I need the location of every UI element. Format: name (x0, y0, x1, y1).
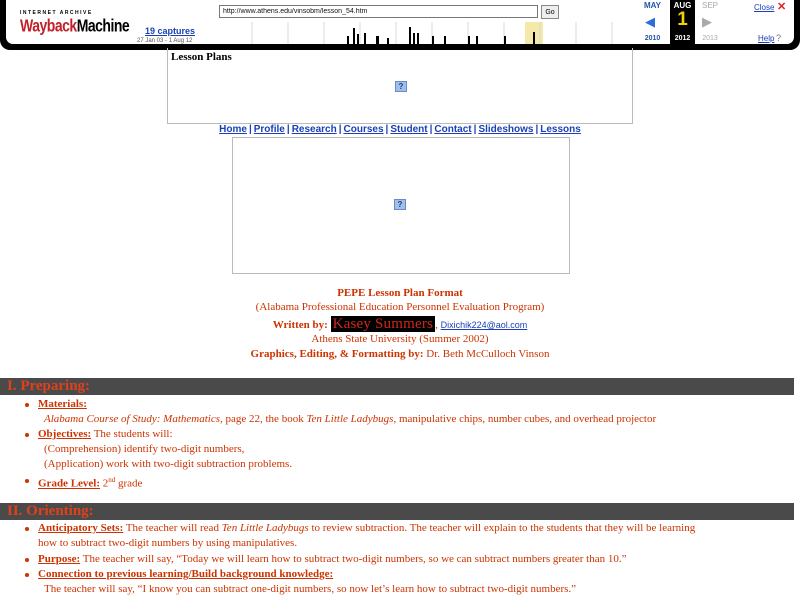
materials-label (38, 398, 87, 411)
bullet-icon (25, 558, 29, 562)
purpose-line (38, 553, 798, 566)
wayback-toolbar-inner (6, 0, 794, 44)
connection-heading: Connection to previous learning/Build background knowledge: (38, 568, 334, 580)
materials-text (44, 413, 656, 426)
nav-separator: | (248, 124, 252, 135)
materials-heading: Materials: (38, 398, 87, 410)
connection-line (38, 568, 333, 581)
captures-link[interactable]: 19 captures (145, 26, 196, 36)
bullet-icon (25, 573, 29, 577)
grade-word: grade (115, 477, 143, 490)
help-icon[interactable]: ? (776, 33, 782, 43)
written-by-label: Written by: (272, 319, 328, 331)
nav-slideshows-link[interactable]: Slideshows (478, 124, 534, 135)
broken-image-icon: ? (395, 81, 407, 92)
anticipatory-text-3: how to subtract two-digit numbers by using manipulatives. (38, 537, 298, 549)
grade-level-heading: Grade Level: (38, 477, 101, 490)
plan-format-title: PEPE Lesson Plan Format (337, 287, 463, 299)
purpose-heading: Purpose: (38, 553, 81, 565)
nav-profile-link[interactable]: Profile (253, 124, 285, 135)
graphics-credit-line (0, 348, 800, 360)
nav-lessons-link[interactable]: Lessons (540, 124, 581, 135)
anticipatory-heading: Anticipatory Sets: (38, 522, 124, 534)
banner-title: Lesson Plans (171, 51, 232, 63)
archive-logo-caption: INTERNET ARCHIVE (20, 10, 93, 16)
nav-research-link[interactable]: Research (291, 124, 337, 135)
objective-2: (Application) work with two-digit subtraction problems. (44, 458, 293, 470)
nav-home-link[interactable]: Home (219, 124, 247, 135)
graphics-label: Graphics, Editing, & Formatting by: (250, 348, 424, 360)
nav-separator: | (473, 124, 477, 135)
wayback-toolbar (0, 0, 800, 50)
help-link[interactable]: Help (758, 34, 775, 43)
plan-format-subtitle: (Alabama Professional Education Personnel Evaluation Program) (255, 301, 545, 313)
connection-text: The teacher will say, “I know you can subtract one-digit numbers, so now let’s learn how to subtract two-digit numbers.” (44, 583, 577, 595)
writer-comma: , (435, 319, 438, 331)
current-year-label: 2012 (674, 35, 691, 42)
anticipatory-text-1: The teacher will read (123, 522, 222, 534)
go-button[interactable]: Go (541, 5, 559, 19)
next-arrow-icon: ▶ (702, 14, 712, 29)
wayback-logo-word: Wayback (20, 15, 77, 35)
objective-1: (Comprehension) identify two-digit numbers, (44, 443, 245, 455)
section-heading-preparing: I. Preparing: (0, 378, 794, 395)
bullet-icon (25, 527, 29, 531)
close-link[interactable]: Close (754, 3, 775, 12)
email-link[interactable]: Dixichik224@aol.com (440, 320, 528, 330)
materials-text-2: , manipulative chips, number cubes, and overhead projector (393, 413, 657, 425)
banner-frame (167, 48, 633, 124)
materials-text-1: , page 22, the book (219, 413, 307, 425)
sparkline-capture-bars (347, 27, 535, 44)
photo-frame (232, 137, 570, 274)
section-heading-orienting: II. Orienting: (0, 503, 794, 520)
writer-name: Kasey Summers (332, 316, 434, 332)
prev-month-label[interactable]: MAY (643, 1, 662, 10)
nav-separator: | (338, 124, 342, 135)
bullet-icon (25, 403, 29, 407)
nav-separator: | (429, 124, 433, 135)
capture-sparkline[interactable] (216, 22, 636, 44)
nav-separator: | (286, 124, 290, 135)
grade-level-line (38, 474, 142, 491)
current-month-label: AUG (673, 1, 692, 10)
materials-book-title: Alabama Course of Study: Mathematics (44, 413, 220, 425)
next-month-label: SEP (701, 1, 718, 10)
prev-year-label[interactable]: 2010 (644, 35, 661, 42)
machine-logo-word: Machine (76, 15, 130, 35)
materials-book-2: Ten Little Ladybugs (306, 413, 394, 425)
anticipatory-line (38, 522, 798, 535)
grade-suffix: nd (108, 476, 116, 484)
wayback-logo[interactable] (20, 15, 129, 35)
grade-number: 2 (100, 477, 109, 490)
current-day-label: 1 (677, 9, 688, 30)
url-input[interactable] (219, 5, 538, 18)
nav-courses-link[interactable]: Courses (343, 124, 384, 135)
nav-separator: | (535, 124, 539, 135)
close-icon[interactable]: ✕ (777, 1, 787, 13)
graphics-name: Dr. Beth McCulloch Vinson (426, 348, 550, 360)
written-by-line (0, 316, 800, 333)
nav-separator: | (385, 124, 389, 135)
bullet-icon (25, 433, 29, 437)
university-line: Athens State University (Summer 2002) (311, 333, 489, 345)
objectives-intro: The students will: (91, 428, 173, 440)
purpose-text: The teacher will say, “Today we will learn how to subtract two-digit numbers, so we can subtract numbers greater than 10.” (80, 553, 627, 565)
prev-arrow-icon[interactable]: ◀ (645, 14, 655, 29)
objectives-line (38, 428, 173, 441)
site-nav (0, 124, 800, 135)
nav-contact-link[interactable]: Contact (434, 124, 472, 135)
bullet-icon (25, 479, 29, 483)
objectives-heading: Objectives: (38, 428, 92, 440)
next-year-label: 2013 (702, 35, 718, 42)
anticipatory-book: Ten Little Ladybugs (221, 522, 309, 534)
broken-image-icon: ? (394, 199, 406, 210)
capture-date-range: 27 Jan 03 - 1 Aug 12 (137, 38, 193, 44)
nav-student-link[interactable]: Student (390, 124, 428, 135)
anticipatory-text-2: to review subtraction. The teacher will explain to the students that they will be learning (308, 522, 696, 534)
